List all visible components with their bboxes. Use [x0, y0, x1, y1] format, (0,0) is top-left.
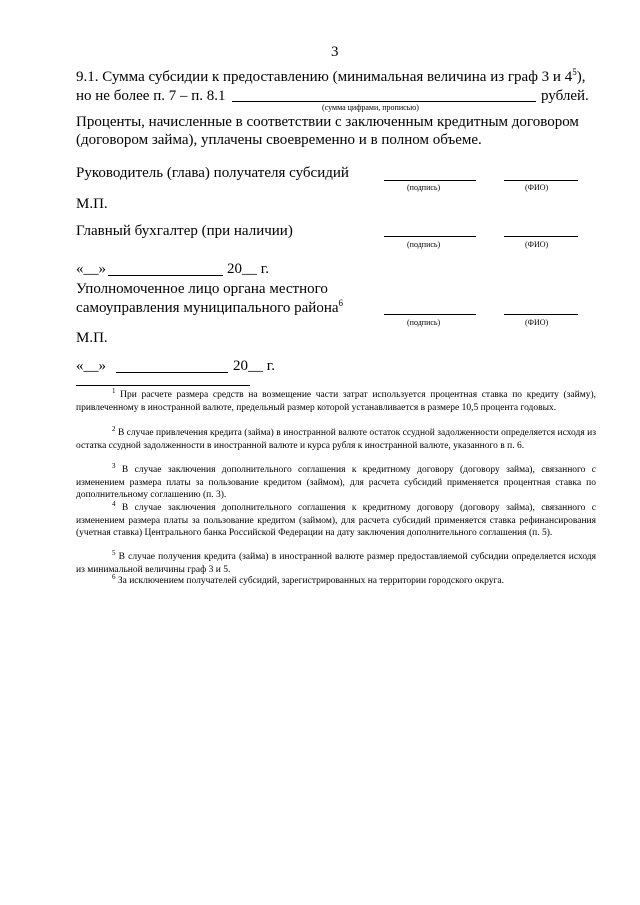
- date-month-line-2[interactable]: [116, 372, 228, 373]
- footnote-2: $^2$ В случае привлечения кредита (займа) в иностранной валюте остаток ссудной задолженности определяется исходя из остатка ссудной задолженности в иностранной валюте и курса рубля к иностранной валюте, указанного в п. 6.: [76, 425, 597, 451]
- official-fio-caption: (ФИО): [525, 318, 549, 327]
- date-year-2: 20__ г.: [233, 358, 275, 374]
- accountant-signature-line[interactable]: [384, 236, 476, 237]
- official-fio-line[interactable]: [504, 314, 578, 315]
- date-open-2: «__»: [76, 358, 106, 374]
- item-9-1-rubles: рублей.: [541, 88, 589, 104]
- footnote-1: $^1$ При расчете размера средств на возмещение части затрат используется процентная ставка по кредиту (займу), привлеченному в иностранной валюте, предельный размер которой устанавливается в размере 10,5 процента годовых.: [76, 387, 596, 413]
- chief-accountant-label: Главный бухгалтер (при наличии): [76, 223, 293, 239]
- official-line1: Уполномоченное лицо органа местного: [76, 281, 328, 297]
- footnote-6: $^6$ За исключением получателей субсидий, зарегистрированных на территории городского округа.: [112, 573, 504, 586]
- head-signature-line[interactable]: [384, 180, 476, 181]
- official-signature-caption: (подпись): [407, 318, 441, 327]
- head-label: Руководитель (глава) получателя субсидий: [76, 165, 349, 181]
- amount-caption: (сумма цифрами, прописью): [322, 103, 419, 112]
- footnote-5: $^5$ В случае получения кредита (займа) в иностранной валюте размер предоставляемой субсидии определяется исходя из минимальной величины граф 3 и 5.: [76, 549, 597, 575]
- page-number: 3: [331, 44, 339, 60]
- date-open-1: «__»: [76, 261, 106, 277]
- footnote-4: $^4$ В случае заключения дополнительного соглашения к кредитному договору (договору займа), связанного с изменением размера платы за пользование кредитом (займом), для расчета субсидий применяется ставка рефинансирования (учетная ставка) Центрального банка Российской Федерации на дату заключения дополнительного соглашения (п. 5).: [76, 500, 597, 538]
- accountant-fio-caption: (ФИО): [525, 240, 549, 249]
- head-fio-line[interactable]: [504, 180, 578, 181]
- interest-line1: Проценты, начисленные в соответствии с заключенным кредитным договором: [76, 114, 579, 130]
- date-month-line-1[interactable]: [108, 275, 223, 276]
- seal-1: М.П.: [76, 196, 108, 212]
- head-signature-caption: (подпись): [407, 183, 441, 192]
- footnote-separator: [76, 385, 250, 386]
- amount-fill-line[interactable]: [232, 101, 536, 102]
- item-9-1-line2: но не более п. 7 – п. 8.1: [76, 88, 226, 104]
- date-year-1: 20__ г.: [227, 261, 269, 277]
- official-signature-line[interactable]: [384, 314, 476, 315]
- footnote-3: $^3$ В случае заключения дополнительного соглашения к кредитному договору (договору займа), связанного с изменением размера платы за пользование кредитом (займом), для расчета субсидий применяется процентная ставка по дополнительному соглашению (п. 3).: [76, 462, 597, 500]
- official-line2: самоуправления муниципального района$^6$: [76, 298, 344, 316]
- accountant-fio-line[interactable]: [504, 236, 578, 237]
- item-9-1-line1: 9.1. Сумма субсидии к предоставлению (минимальная величина из граф 3 и $4^5$),: [76, 67, 586, 85]
- seal-2: М.П.: [76, 330, 108, 346]
- accountant-signature-caption: (подпись): [407, 240, 441, 249]
- interest-line2: (договором займа), уплачены своевременно и в полном объеме.: [76, 132, 482, 148]
- head-fio-caption: (ФИО): [525, 183, 549, 192]
